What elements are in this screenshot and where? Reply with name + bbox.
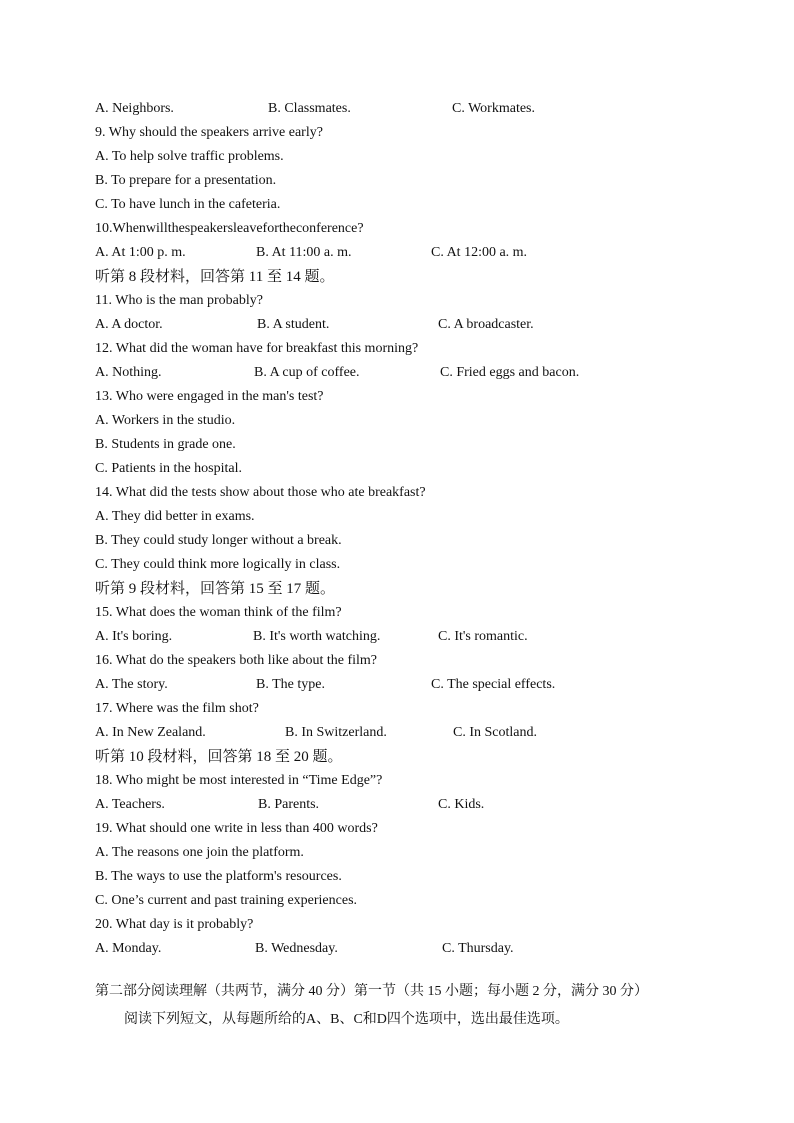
question-12: 12. What did the woman have for breakfast this morning?	[95, 341, 419, 356]
option-b: B. Wednesday.	[255, 941, 338, 956]
option-b: B. At 11:00 a. m.	[256, 245, 352, 260]
option-b: B. Parents.	[258, 797, 320, 812]
question-10: 10.Whenwillthespeakersleavefortheconference?	[95, 221, 364, 236]
option-c: C. Thursday.	[442, 941, 514, 956]
question-14-option-a: A. They did better in exams.	[95, 509, 255, 524]
option-c: C. At 12:00 a. m.	[431, 245, 528, 260]
question-9: 9. Why should the speakers arrive early?	[95, 125, 323, 140]
question-9-option-a: A. To help solve traffic problems.	[95, 149, 284, 164]
part-two-heading: 第二部分阅读理解（共两节，满分 40 分）第一节（共 15 小题；每小题 2 分，满分 30 分）	[95, 984, 648, 999]
section-heading-8: 听第 8 段材料，回答第 11 至 14 题。	[95, 269, 335, 285]
option-a: A. Teachers.	[95, 797, 165, 812]
option-c: C. Kids.	[438, 797, 485, 812]
option-a: A. Monday.	[95, 941, 162, 956]
question-15: 15. What does the woman think of the film?	[95, 605, 342, 620]
option-c: C. In Scotland.	[453, 725, 537, 740]
question-18: 18. Who might be most interested in “Time Edge”?	[95, 773, 383, 788]
option-b: B. In Switzerland.	[285, 725, 387, 740]
question-13-option-b: B. Students in grade one.	[95, 437, 236, 452]
option-c: C. Fried eggs and bacon.	[440, 365, 580, 380]
section-heading-9: 听第 9 段材料，回答第 15 至 17 题。	[95, 581, 336, 597]
question-13: 13. Who were engaged in the man's test?	[95, 389, 324, 404]
option-b: B. A cup of coffee.	[254, 365, 360, 380]
option-b: B. A student.	[257, 317, 330, 332]
question-19-option-c: C. One’s current and past training experiences.	[95, 893, 358, 908]
option-b: B. The type.	[256, 677, 325, 692]
question-14-option-c: C. They could think more logically in class.	[95, 557, 341, 572]
question-19-option-b: B. The ways to use the platform's resources.	[95, 869, 342, 884]
option-a: A. Nothing.	[95, 365, 162, 380]
option-a: A. The story.	[95, 677, 168, 692]
question-20: 20. What day is it probably?	[95, 917, 254, 932]
question-9-option-c: C. To have lunch in the cafeteria.	[95, 197, 281, 212]
question-17: 17. Where was the film shot?	[95, 701, 259, 716]
option-a: A. Neighbors.	[95, 101, 174, 116]
option-b: B. Classmates.	[268, 101, 351, 116]
option-c: C. The special effects.	[431, 677, 556, 692]
question-9-option-b: B. To prepare for a presentation.	[95, 173, 277, 188]
option-b: B. It's worth watching.	[253, 629, 381, 644]
reading-instruction: 阅读下列短文，从每题所给的A、B、C和D四个选项中，选出最佳选项。	[124, 1012, 569, 1027]
question-13-option-a: A. Workers in the studio.	[95, 413, 236, 428]
question-16: 16. What do the speakers both like about the film?	[95, 653, 378, 668]
question-19: 19. What should one write in less than 400 words?	[95, 821, 378, 836]
option-a: A. At 1:00 p. m.	[95, 245, 186, 260]
question-14-option-b: B. They could study longer without a break.	[95, 533, 342, 548]
question-14: 14. What did the tests show about those who ate breakfast?	[95, 485, 426, 500]
question-11: 11. Who is the man probably?	[95, 293, 263, 308]
question-13-option-c: C. Patients in the hospital.	[95, 461, 242, 476]
option-a: A. It's boring.	[95, 629, 173, 644]
option-a: A. A doctor.	[95, 317, 163, 332]
section-heading-10: 听第 10 段材料，回答第 18 至 20 题。	[95, 749, 343, 765]
question-19-option-a: A. The reasons one join the platform.	[95, 845, 304, 860]
option-c: C. A broadcaster.	[438, 317, 534, 332]
option-c: C. It's romantic.	[438, 629, 528, 644]
option-c: C. Workmates.	[452, 101, 535, 116]
option-a: A. In New Zealand.	[95, 725, 206, 740]
